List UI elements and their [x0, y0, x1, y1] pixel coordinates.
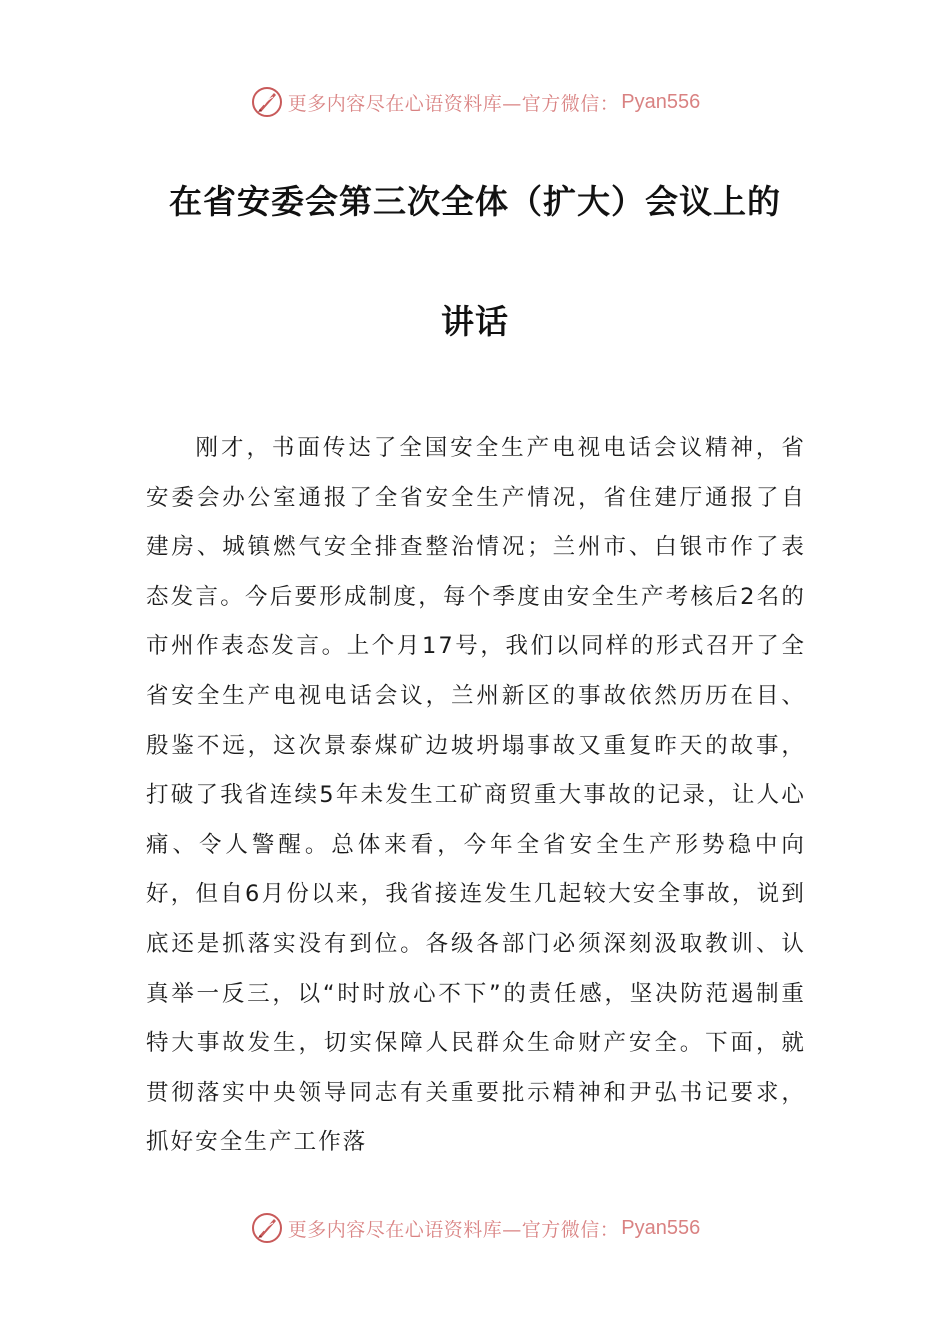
header-watermark	[0, 82, 950, 122]
footer-watermark	[0, 1208, 950, 1248]
body-paragraph: 刚才，书面传达了全国安全生产电视电话会议精神，省安委会办公室通报了全省安全生产情况，省住建厅通报了自建房、城镇燃气安全排查整治情况；兰州市、白银市作了表态发言。今后要形成制度，每个季度由安全生产考核后2名的市州作表态发言。上个月17号，我们以同样的形式召开了全省安全生产电视电话会议，兰州新区的事故依然历历在目、殷鉴不远，这次景泰煤矿边坡坍塌事故又重复昨天的故事，打破了我省连续5年未发生工矿商贸重大事故的记录，让人心痛、令人警醒。总体来看，今年全省安全生产形势稳中向好，但自6月份以来，我省接连发生几起较大安全事故，说到底还是抓落实没有到位。各级各部门必须深刻汲取教训、认真举一反三，以“时时放心不下”的责任感，坚决防范遏制重特大事故发生，切实保障人民群众生命财产安全。下面，就贯彻落实中央领导同志有关重要批示精神和尹弘书记要求，抓好安全生产工作落	[146, 435, 806, 1156]
quill-logo-icon	[250, 85, 284, 119]
document-title-line-2: 讲话	[441, 302, 509, 341]
watermark-wechat-id: Pyan556	[621, 90, 701, 113]
quill-logo-icon	[250, 1211, 284, 1245]
watermark-text: 更多内容尽在心语资料库—官方微信：	[287, 92, 620, 115]
watermark-text: 更多内容尽在心语资料库—官方微信：	[287, 1218, 620, 1241]
document-title-line-1: 在省安委会第三次全体（扩大）会议上的	[169, 182, 781, 221]
watermark-wechat-id: Pyan556	[621, 1216, 701, 1239]
